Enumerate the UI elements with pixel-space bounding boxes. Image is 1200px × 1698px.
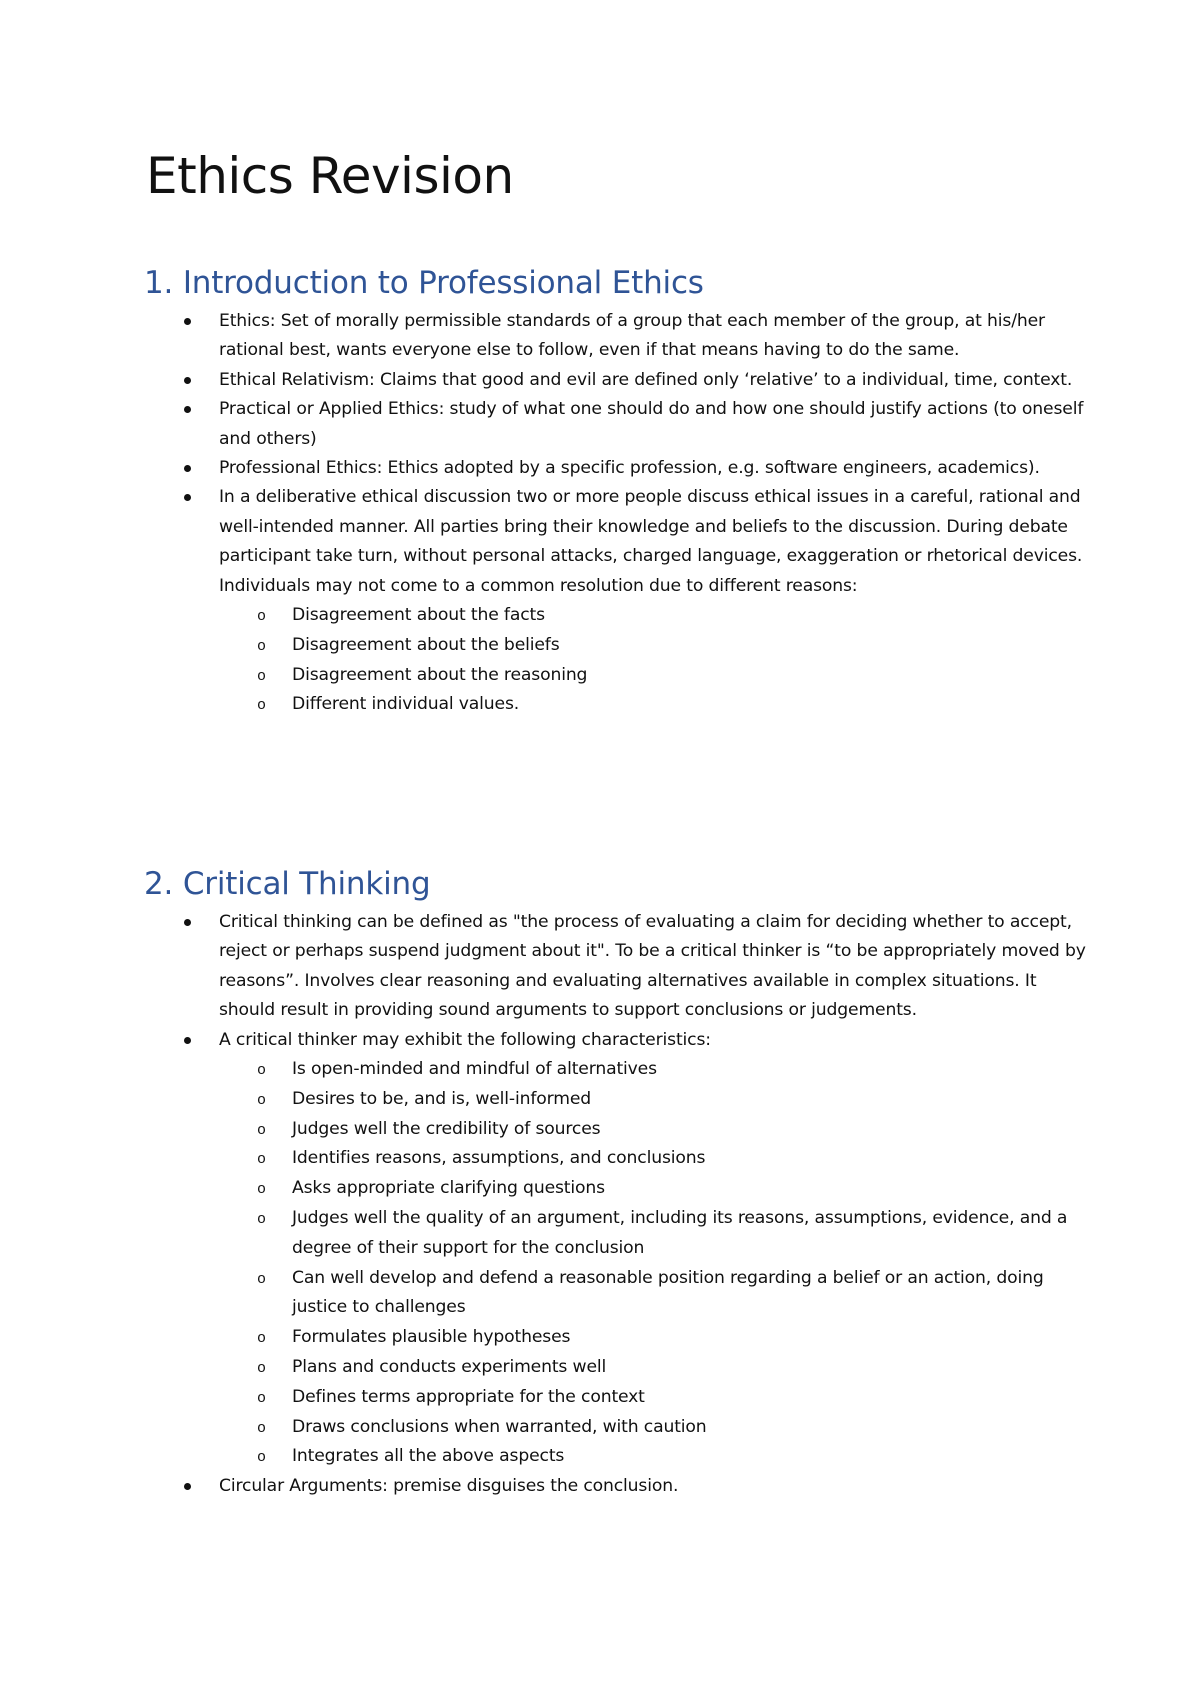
circle-bullet-icon: o: [257, 1121, 266, 1139]
circle-bullet-icon: o: [257, 667, 266, 685]
list-item-text: Practical or Applied Ethics: study of what one should do and how one should justify actions (to oneself and others): [219, 399, 1084, 449]
sub-list: [219, 601, 1086, 720]
section-introduction: [146, 263, 1086, 720]
sub-list-item-text: Disagreement about the facts: [292, 605, 545, 626]
list-item: [146, 1026, 1086, 1473]
bullet-icon: [184, 465, 191, 472]
bullet-icon: [184, 406, 191, 413]
sub-list-item: [219, 1204, 1086, 1264]
sub-list-item-text: Desires to be, and is, well-informed: [292, 1088, 592, 1109]
section-critical-thinking: [146, 864, 1086, 1502]
circle-bullet-icon: o: [257, 1151, 266, 1169]
sub-list-item: [219, 1174, 1086, 1204]
circle-bullet-icon: o: [257, 1062, 266, 1080]
list-item: [146, 366, 1086, 395]
list-item: [146, 1472, 1086, 1501]
section-heading: 2. Critical Thinking: [144, 866, 431, 902]
circle-bullet-icon: o: [257, 697, 266, 715]
sub-list-item: [219, 601, 1086, 631]
list-item-text: In a deliberative ethical discussion two or more people discuss ethical issues in a careful, rational and well-intended manner. All parties bring their knowledge and beliefs to the discussion. During debate participant take turn, without personal attacks, charged language, exaggeration or rhetorical devices. Individuals may not come to a common resolution due to different reasons:: [219, 487, 1083, 596]
list-item-text: Ethical Relativism: Claims that good and evil are defined only ‘relative’ to a individual, time, context.: [219, 369, 1073, 390]
sub-list-item: [219, 1055, 1086, 1085]
sub-list-item-text: Plans and conducts experiments well: [292, 1357, 607, 1377]
sub-list-item-text: Integrates all the above aspects: [292, 1446, 565, 1467]
sub-list-item: [219, 1442, 1086, 1472]
list-item: [146, 454, 1086, 483]
circle-bullet-icon: o: [257, 1389, 266, 1407]
sub-list: [219, 1055, 1086, 1472]
sub-list-item-text: Draws conclusions when warranted, with caution: [292, 1416, 707, 1437]
bullet-list: [146, 908, 1086, 1502]
list-item-text: Circular Arguments: premise disguises the conclusion.: [219, 1476, 679, 1497]
document-title: Ethics Revision: [146, 147, 514, 205]
list-item-text: Professional Ethics: Ethics adopted by a specific profession, e.g. software engineers, academics).: [219, 458, 1040, 479]
list-item: [146, 307, 1086, 366]
sub-list-item-text: Identifies reasons, assumptions, and conclusions: [292, 1148, 706, 1169]
circle-bullet-icon: o: [257, 1330, 266, 1348]
sub-list-item: [219, 1144, 1086, 1174]
circle-bullet-icon: o: [257, 1360, 266, 1377]
sub-list-item-text: Defines terms appropriate for the context: [292, 1386, 645, 1407]
sub-list-item-text: Judges well the credibility of sources: [292, 1118, 601, 1139]
circle-bullet-icon: o: [257, 1270, 266, 1288]
section-heading: 1. Introduction to Professional Ethics: [144, 265, 704, 301]
circle-bullet-icon: o: [257, 1449, 266, 1467]
sub-list-item: [219, 1323, 1086, 1353]
bullet-icon: [184, 1037, 191, 1044]
sub-list-item: [219, 1264, 1086, 1324]
sub-list-item-text: Disagreement about the beliefs: [292, 634, 560, 655]
sub-list-item: [219, 661, 1086, 691]
sub-list-item-text: Is open-minded and mindful of alternatives: [292, 1059, 657, 1080]
circle-bullet-icon: o: [257, 637, 266, 655]
sub-list-item-text: Judges well the quality of an argument, including its reasons, assumptions, evidence, and a degree of their support for the conclusion: [292, 1208, 1068, 1258]
sub-list-item-text: Different individual values.: [292, 694, 520, 715]
sub-list-item: [219, 1353, 1086, 1383]
list-item: [146, 483, 1086, 720]
bullet-icon: [184, 1483, 191, 1490]
circle-bullet-icon: o: [257, 1091, 266, 1109]
sub-list-item: [219, 1115, 1086, 1145]
circle-bullet-icon: o: [257, 1211, 266, 1229]
sub-list-item: [219, 690, 1086, 720]
sub-list-item: [219, 1383, 1086, 1413]
list-item-text: A critical thinker may exhibit the following characteristics:: [219, 1029, 711, 1050]
sub-list-item-text: Formulates plausible hypotheses: [292, 1327, 571, 1348]
list-item: [146, 908, 1086, 1026]
sub-list-item-text: Disagreement about the reasoning: [292, 664, 588, 685]
sub-list-item-text: Can well develop and defend a reasonable position regarding a belief or an action, doing justice to challenges: [292, 1267, 1044, 1318]
sub-list-item-text: Asks appropriate clarifying questions: [292, 1178, 605, 1199]
list-item: [146, 395, 1086, 454]
sub-list-item: [219, 1413, 1086, 1443]
circle-bullet-icon: o: [257, 1419, 266, 1437]
circle-bullet-icon: o: [257, 1181, 266, 1199]
sub-list-item: [219, 1085, 1086, 1115]
bullet-icon: [184, 494, 191, 501]
list-item-text: Critical thinking can be defined as "the process of evaluating a claim for deciding whether to accept, reject or perhaps suspend judgment about it". To be a critical thinker is “to be appropriately moved by reasons”. Involves clear reasoning and evaluating alternatives available in complex situations. It should result in providing sound arguments to support conclusions or judgements.: [219, 912, 1086, 1021]
bullet-icon: [184, 919, 191, 926]
bullet-icon: [184, 377, 191, 384]
circle-bullet-icon: o: [257, 608, 266, 626]
sub-list-item: [219, 631, 1086, 661]
list-item-text: Ethics: Set of morally permissible standards of a group that each member of the group, at his/her rational best, wants everyone else to follow, even if that means having to do the same.: [219, 311, 1045, 361]
bullet-list: [146, 307, 1086, 720]
bullet-icon: [184, 318, 191, 325]
